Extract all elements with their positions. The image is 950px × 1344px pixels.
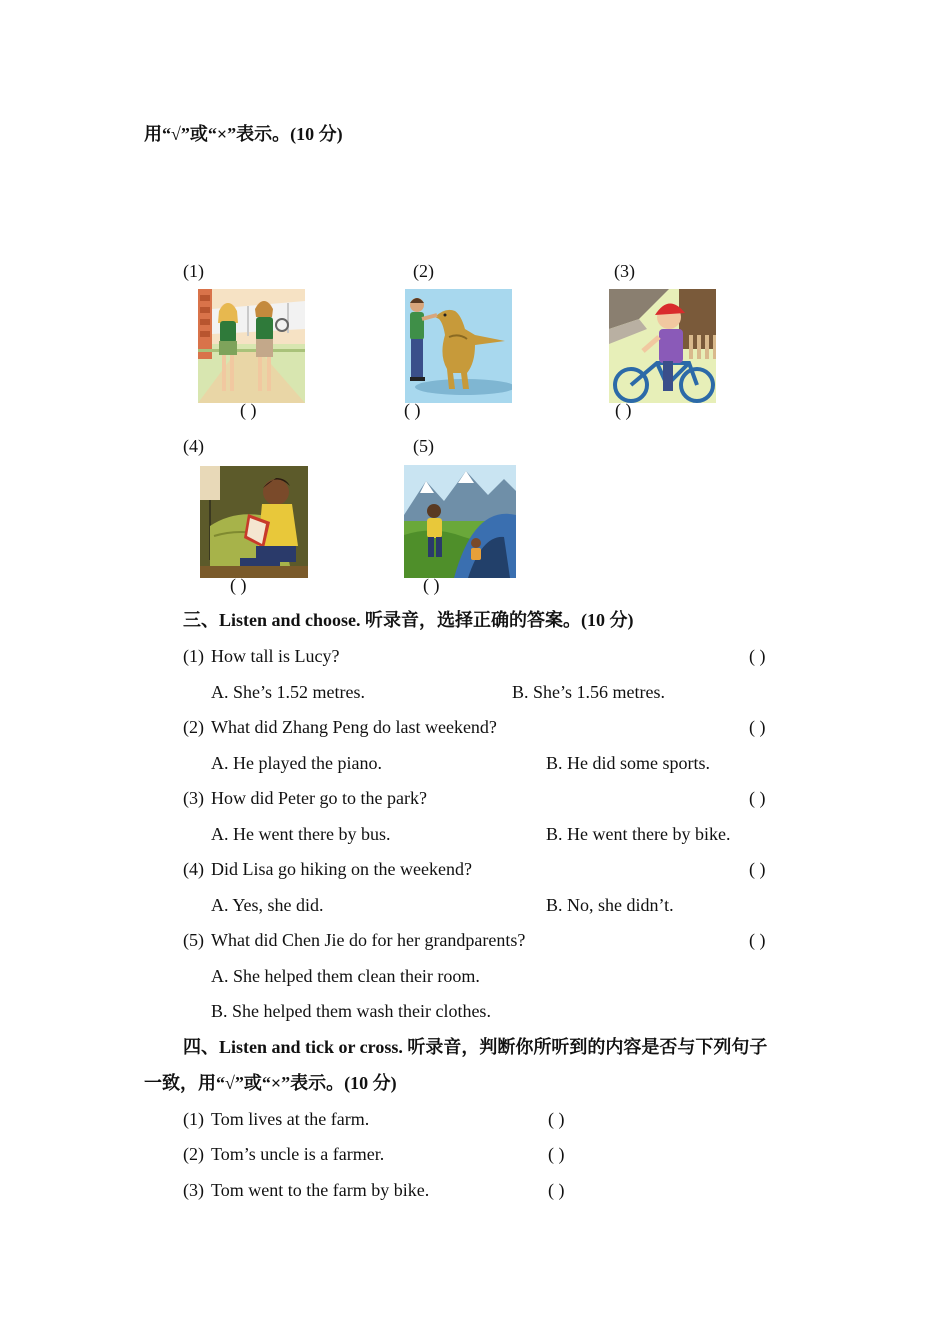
question-number: (5) bbox=[183, 930, 204, 950]
section4-heading-continued: 一致，用“√”或“×”表示。(10 分) bbox=[144, 1073, 397, 1093]
option-b: B. He went there by bike. bbox=[546, 824, 731, 844]
tick-cross-bracket[interactable]: ( ) bbox=[548, 1180, 565, 1200]
picture-answer-bracket-2[interactable]: ( ) bbox=[404, 400, 421, 420]
section4-heading: 四、Listen and tick or cross. 听录音，判断你所听到的内容是否与下列句子 bbox=[183, 1037, 768, 1057]
boy-dinosaur-picture bbox=[405, 289, 512, 403]
statement-text: Tom lives at the farm. bbox=[211, 1109, 370, 1129]
answer-bracket[interactable]: ( ) bbox=[749, 646, 766, 666]
question-text: How tall is Lucy? bbox=[211, 646, 340, 666]
tick-cross-bracket[interactable]: ( ) bbox=[548, 1144, 565, 1164]
camping-tent-picture bbox=[404, 465, 516, 578]
two-girls-picture bbox=[198, 289, 305, 403]
option-a: A. He played the piano. bbox=[211, 753, 382, 773]
question-number: (1) bbox=[183, 646, 204, 666]
picture-answer-bracket-3[interactable]: ( ) bbox=[615, 400, 632, 420]
question-number: (3) bbox=[183, 788, 204, 808]
option-b: B. She helped them wash their clothes. bbox=[211, 1001, 491, 1021]
boy-reading-picture bbox=[200, 466, 308, 578]
tick-cross-bracket[interactable]: ( ) bbox=[548, 1109, 565, 1129]
picture-number-3: (3) bbox=[614, 261, 635, 281]
picture-answer-bracket-5[interactable]: ( ) bbox=[423, 575, 440, 595]
boy-bike-picture bbox=[609, 289, 716, 403]
statement-text: Tom’s uncle is a farmer. bbox=[211, 1144, 385, 1164]
picture-number-5: (5) bbox=[413, 436, 434, 456]
intro-instruction: 用“√”或“×”表示。(10 分) bbox=[144, 124, 343, 144]
option-a: A. Yes, she did. bbox=[211, 895, 324, 915]
question-text: What did Zhang Peng do last weekend? bbox=[211, 717, 497, 737]
picture-number-4: (4) bbox=[183, 436, 204, 456]
answer-bracket[interactable]: ( ) bbox=[749, 788, 766, 808]
picture-answer-bracket-1[interactable]: ( ) bbox=[240, 400, 257, 420]
statement-text: Tom went to the farm by bike. bbox=[211, 1180, 430, 1200]
question-text: Did Lisa go hiking on the weekend? bbox=[211, 859, 472, 879]
statement-number: (2) bbox=[183, 1144, 204, 1164]
option-b: B. She’s 1.56 metres. bbox=[512, 682, 665, 702]
answer-bracket[interactable]: ( ) bbox=[749, 859, 766, 879]
question-number: (2) bbox=[183, 717, 204, 737]
answer-bracket[interactable]: ( ) bbox=[749, 717, 766, 737]
question-text: How did Peter go to the park? bbox=[211, 788, 427, 808]
answer-bracket[interactable]: ( ) bbox=[749, 930, 766, 950]
option-a: A. He went there by bus. bbox=[211, 824, 391, 844]
section3-heading: 三、Listen and choose. 听录音，选择正确的答案。(10 分) bbox=[183, 610, 634, 630]
question-number: (4) bbox=[183, 859, 204, 879]
question-text: What did Chen Jie do for her grandparents? bbox=[211, 930, 526, 950]
picture-number-2: (2) bbox=[413, 261, 434, 281]
option-a: A. She’s 1.52 metres. bbox=[211, 682, 365, 702]
option-b: B. No, she didn’t. bbox=[546, 895, 674, 915]
statement-number: (1) bbox=[183, 1109, 204, 1129]
option-b: B. He did some sports. bbox=[546, 753, 710, 773]
statement-number: (3) bbox=[183, 1180, 204, 1200]
picture-answer-bracket-4[interactable]: ( ) bbox=[230, 575, 247, 595]
option-a: A. She helped them clean their room. bbox=[211, 966, 480, 986]
picture-number-1: (1) bbox=[183, 261, 204, 281]
